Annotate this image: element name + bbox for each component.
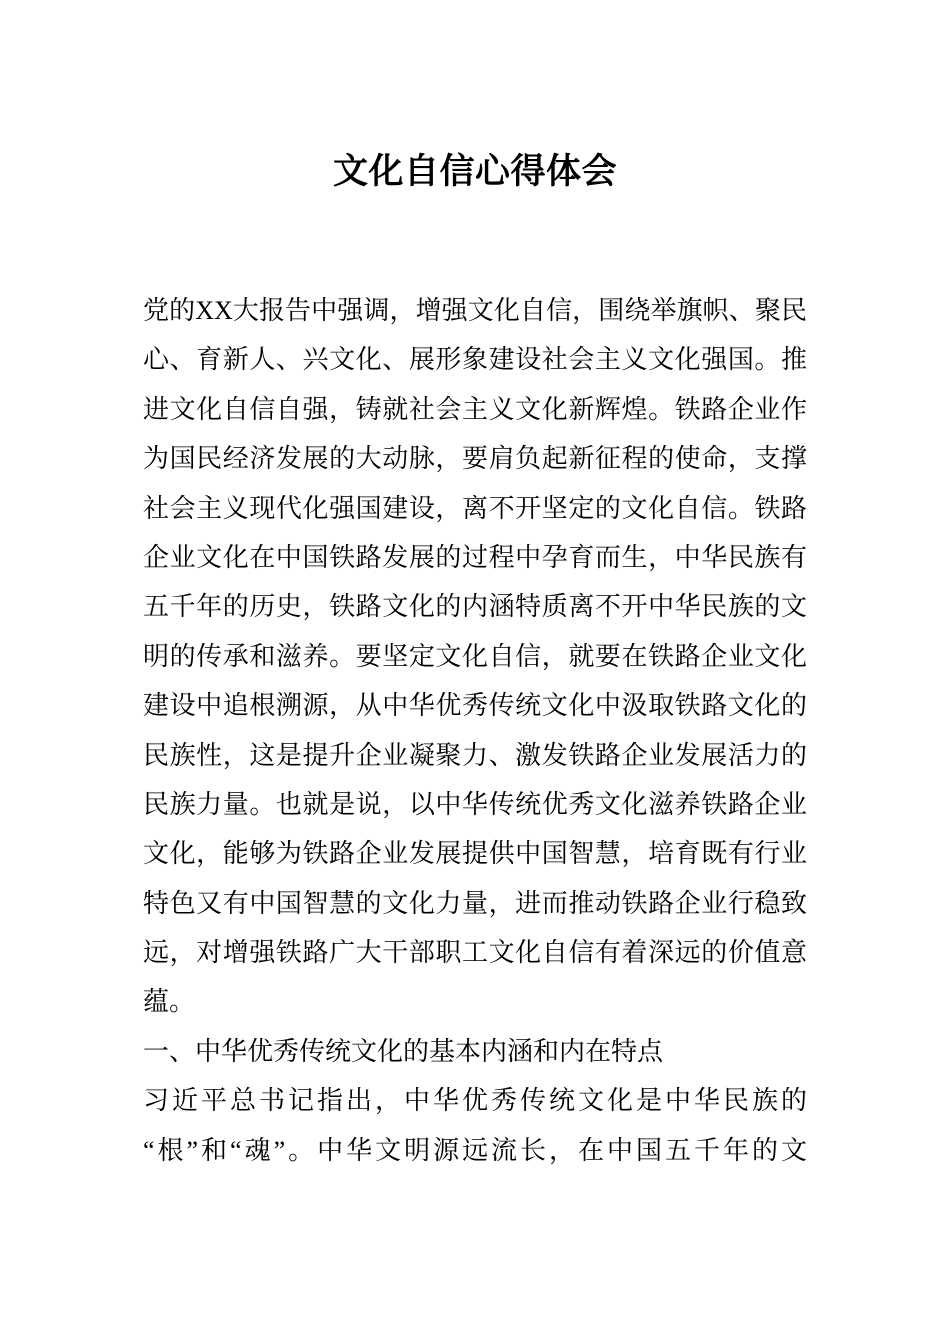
text-line: 心、育新人、兴文化、展形象建设社会主义文化强国。推 [143, 345, 807, 375]
text-line: 党的XX大报告中强调，增强文化自信，围绕举旗帜、聚民 [143, 296, 807, 325]
text-line: 企业文化在中国铁路发展的过程中孕育而生，中华民族有 [143, 542, 807, 572]
text-line: 民族力量。也就是说，以中华传统优秀文化滋养铁路企业 [143, 789, 807, 819]
text-line: 习近平总书记指出，中华优秀传统文化是中华民族的 [143, 1086, 807, 1116]
document-body [143, 286, 807, 1175]
text-line: 文化，能够为铁路企业发展提供中国智慧，培育既有行业 [143, 839, 807, 869]
text-line: “根”和“魂”。中华文明源远流长，在中国五千年的文 [143, 1135, 807, 1165]
text-line: 五千年的历史，铁路文化的内涵特质离不开中华民族的文 [143, 592, 807, 622]
text-line: 为国民经济发展的大动脉，要肩负起新征程的使命，支撑 [143, 444, 807, 474]
text-line: 建设中追根溯源，从中华优秀传统文化中汲取铁路文化的 [143, 691, 807, 721]
text-line: 民族性，这是提升企业凝聚力、激发铁路企业发展活力的 [143, 740, 807, 770]
section-heading: 一、中华优秀传统文化的基本内涵和内在特点 [143, 1036, 664, 1066]
page-title: 文化自信心得体会 [332, 152, 617, 191]
text-line: 明的传承和滋养。要坚定文化自信，就要在铁路企业文化 [143, 641, 807, 671]
text-line: 特色又有中国智慧的文化力量，进而推动铁路企业行稳致 [143, 888, 807, 918]
text-line: 进文化自信自强，铸就社会主义文化新辉煌。铁路企业作 [143, 394, 807, 424]
text-line: 社会主义现代化强国建设，离不开坚定的文化自信。铁路 [143, 493, 807, 523]
text-line: 远，对增强铁路广大干部职工文化自信有着深远的价值意 [143, 938, 807, 968]
text-line: 蕴。 [143, 987, 196, 1017]
